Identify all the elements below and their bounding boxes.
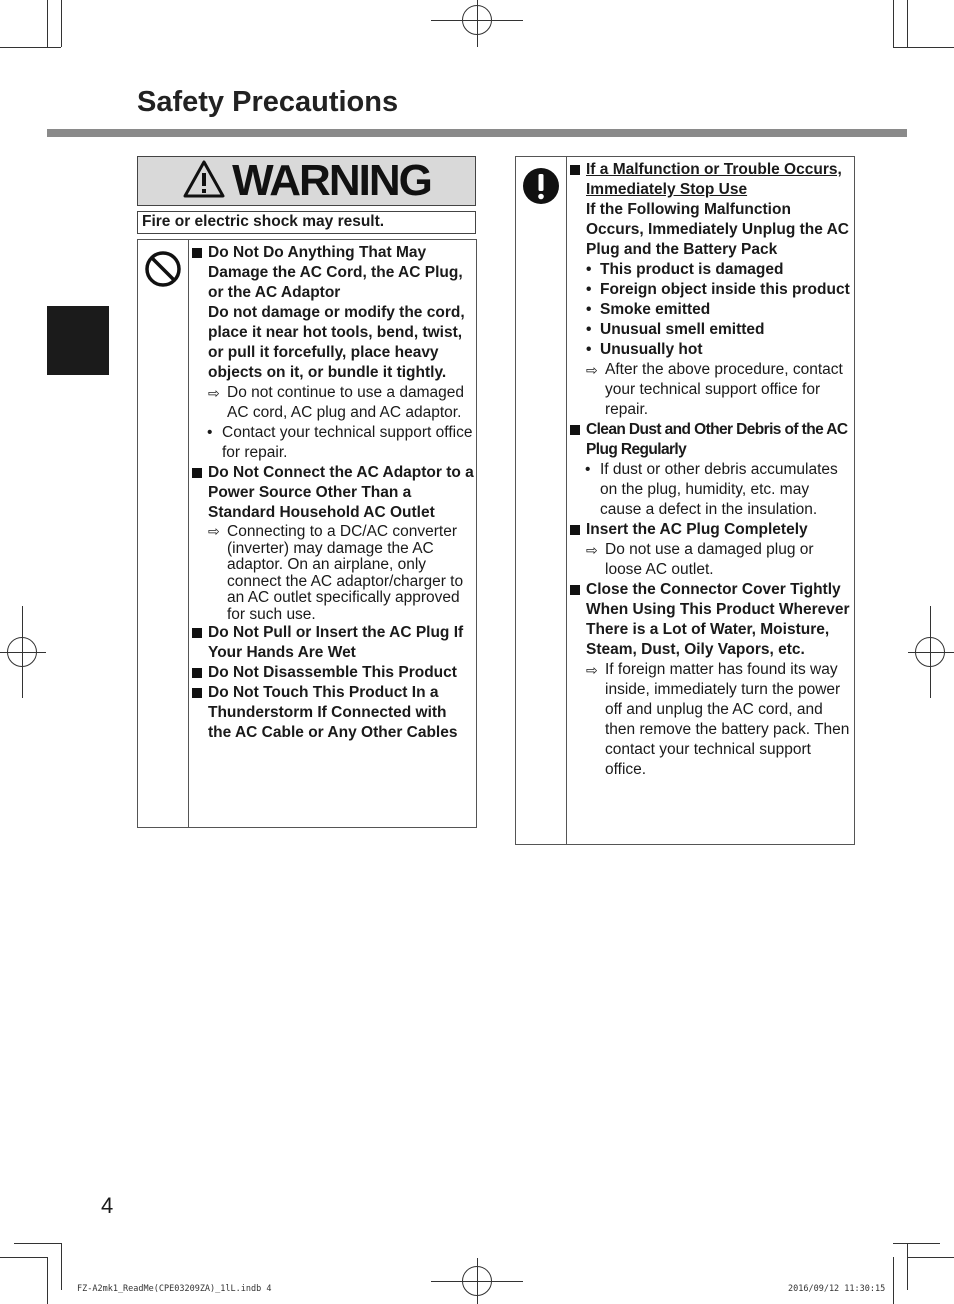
warning-triangle-icon — [182, 159, 226, 204]
outline-arrow-icon: ⇨ — [586, 362, 598, 378]
warning-subtitle: Fire or electric shock may result. — [137, 211, 476, 234]
list-item: Do Not Touch This Product In a Thunderstorm If Connected with the AC Cable or Any Other Cables — [190, 683, 474, 743]
list-item: Do Not Connect the AC Adaptor to a Power Source Other Than a Standard Household AC Outlet — [190, 463, 474, 523]
footer-file-info: FZ-A2mk1_ReadMe(CPE03209ZA)_1lL.indb 4 — [77, 1284, 272, 1294]
list-item: ⇨ Do not continue to use a damaged AC cord, AC plug and AC adaptor. — [208, 384, 464, 421]
list-item: • Unusually hot — [586, 341, 703, 358]
list-item: Do Not Pull or Insert the AC Plug If Your Hands Are Wet — [190, 623, 474, 663]
list-item: If the Following Malfunction Occurs, Immediately Unplug the AC Plug and the Battery Pack — [586, 201, 849, 258]
outline-arrow-icon: ⇨ — [208, 523, 220, 539]
outline-arrow-icon: ⇨ — [586, 542, 598, 558]
prohibited-icon — [144, 250, 182, 293]
list-item: ⇨ Connecting to a DC/AC converter (inverter) may damage the AC adaptor. On an airplane, only connect the AC adaptor/charger to an AC outlet specifically approved for such use. — [208, 523, 464, 623]
list-item: Close the Connector Cover Tightly When Using This Product Wherever There is a Lot of Water, Moisture, Steam, Dust, Oily Vapors, etc. — [568, 580, 852, 660]
warning-title: WARNING — [232, 156, 431, 205]
section-tab — [47, 306, 109, 375]
left-warning-box — [137, 239, 477, 828]
list-item: ⇨ Do not use a damaged plug or loose AC outlet. — [586, 541, 814, 578]
list-item: • Smoke emitted — [586, 301, 711, 318]
list-item: • If dust or other debris accumulates on the plug, humidity, etc. may cause a defect in the insulation. — [585, 461, 838, 518]
list-item: • This product is damaged — [586, 261, 784, 278]
list-item: ⇨ After the above procedure, contact your technical support office for repair. — [586, 361, 843, 418]
list-item: Do not damage or modify the cord, place it near hot tools, bend, twist, or pull it forcefully, place heavy objects on it, or bundle it tightly. — [208, 304, 465, 381]
right-warning-box — [515, 156, 855, 845]
right-content — [568, 160, 852, 780]
page-title: Safety Precautions — [137, 86, 399, 118]
left-content — [190, 243, 474, 743]
list-item: • Contact your technical support office for repair. — [207, 424, 473, 461]
list-item: Insert the AC Plug Completely — [568, 520, 852, 540]
outline-arrow-icon: ⇨ — [586, 662, 598, 678]
right-icon-column — [516, 157, 567, 844]
list-item: Clean Dust and Other Debris of the AC Plug Regularly — [568, 420, 852, 460]
list-item: • Unusual smell emitted — [586, 321, 765, 338]
footer-timestamp: 2016/09/12 11:30:15 — [788, 1284, 886, 1294]
outline-arrow-icon: ⇨ — [208, 385, 220, 401]
title-rule — [47, 129, 907, 137]
left-icon-column — [138, 240, 189, 827]
list-item: • Foreign object inside this product — [586, 281, 850, 298]
warning-banner — [137, 156, 476, 206]
list-item: Do Not Do Anything That May Damage the AC Cord, the AC Plug, or the AC Adaptor — [190, 243, 474, 303]
list-item: Do Not Disassemble This Product — [190, 663, 474, 683]
page-number: 4 — [101, 1193, 114, 1218]
list-item: ⇨ If foreign matter has found its way inside, immediately turn the power off and unplug the AC cord, and then remove the battery pack. Then contact your technical support office. — [586, 661, 850, 778]
list-item: If a Malfunction or Trouble Occurs, Immediately Stop Use — [568, 160, 852, 200]
exclamation-icon — [521, 166, 561, 211]
